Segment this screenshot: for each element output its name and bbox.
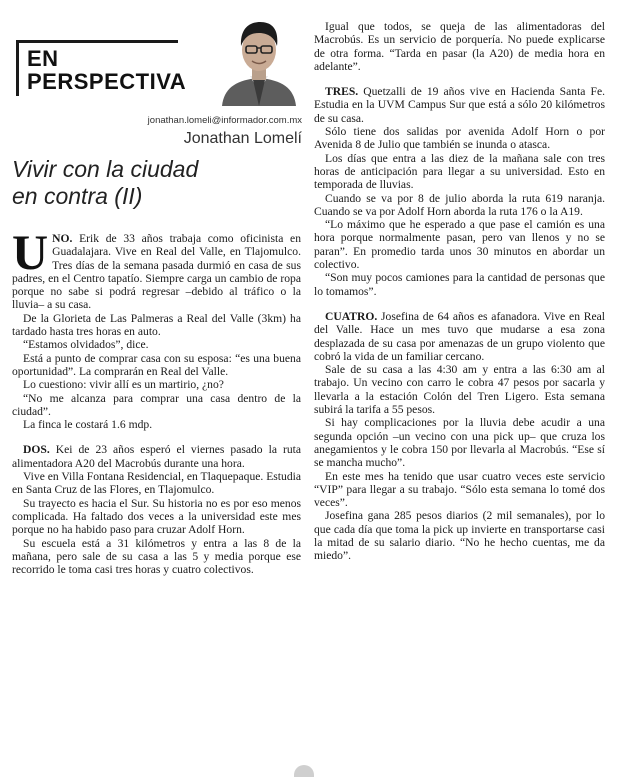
paragraph-text: Josefina de 64 años es afanadora. Vive en Real del Valle. Hace un mes tuvo que mudarse a esa zona desplazada de su casa por amenazas de un grupo violento que cobró la vida de un familiar cercano.: [314, 309, 605, 363]
paragraph-text: Erik de 33 años trabaja como oficinista en Guadalajara. Vive en Real del Valle, en Tlajomulco. Tres días de la semana pasada durmió en casa de sus padres, en el Centro tapatío. Siempre carga un cambio de ropa porque no sabe si podrá regresar –debido al tráfico o la lluvia– a su casa.: [12, 232, 301, 312]
drop-cap: U: [12, 224, 49, 280]
paragraph-text: Quetzalli de 19 años vive en Hacienda Santa Fe. Estudia en la UVM Campus Sur que está a sólo 20 kilómetros de su casa.: [314, 85, 605, 125]
paragraph: Igual que todos, se queja de las alimentadoras del Macrobús. Es un servicio de porquería. No puede explicarse de otra forma. “Tarda en pasar (la A20) de media hora en adelante”.: [314, 20, 605, 73]
headline-line2: en contra (II): [12, 183, 143, 209]
paragraph: “Estamos olvidados”, dice.: [23, 338, 149, 352]
paragraph: [314, 85, 605, 125]
paragraph: Está a punto de comprar casa con su esposa: “es una buena oportunidad”. La comprarán en Real del Valle.: [12, 351, 301, 378]
paragraph: Sale de su casa a las 4:30 am y entra a las 6:30 am al trabajo. Un vecino con carro le cobra 47 pesos por sacarla y llevarla a la estación Colón del Tren Ligero. Esta semana subirá la tarifa a 55 pesos.: [314, 363, 605, 417]
author-name: Jonathan Lomelí: [183, 130, 302, 147]
paragraph: Cuando se va por 8 de julio aborda la ruta 619 naranja. Cuando se va por Adolf Horn aborda la ruta 176 o la A19.: [314, 191, 605, 218]
paragraph: “No me alcanza para comprar una casa dentro de la ciudad”.: [12, 391, 301, 418]
paragraph: [12, 224, 301, 312]
author-portrait-icon: [216, 14, 302, 106]
paragraph: Vive en Villa Fontana Residencial, en Tlaquepaque. Estudia en Santa Cruz de las Flores, en Tlajomulco.: [12, 470, 301, 497]
paragraph: “Lo máximo que he esperado a que pase el camión es una hora porque normalmente pasan, pero van llenos y no se paran”. En promedio tarda unos 30 minutos en abordar un colectivo.: [314, 218, 605, 272]
section-lead: NO.: [52, 232, 73, 245]
paragraph-text: Kei de 23 años esperó el viernes pasado la ruta alimentadora A20 del Macrobús durante una hora.: [12, 443, 301, 470]
left-column: [12, 224, 301, 577]
headline-line1: Vivir con la ciudad: [12, 156, 199, 182]
paragraph: Josefina gana 285 pesos diarios (2 mil semanales), por lo que cada día que toma la pick up invierte en transportarse casi la mitad de su salario diario. “No he hecho cuentas, me da miedo”.: [314, 509, 605, 563]
paragraph: [12, 443, 301, 470]
paragraph: Los días que entra a las diez de la mañana sale con tres horas de anticipación para llegar a su universidad. Esto en temporada de lluvias.: [314, 151, 605, 192]
section-badge: [16, 40, 187, 96]
paragraph: “Son muy pocos camiones para la cantidad de personas que lo tomamos”.: [314, 271, 605, 298]
paragraph: Su escuela está a 31 kilómetros y entra a las 8 de la mañana, pero sale de su casa a las 5 y media porque ese recorrido le toma casi tres horas y cuatro colectivos.: [12, 536, 301, 577]
paragraph: Si hay complicaciones por la lluvia debe acudir a una segunda opción –un vecino con una pick up– que cruza los anegamientos y le cobra 150 por llevarla al Macrobús. “Ese sí se mancha mucho”.: [314, 416, 605, 470]
author-email: jonathan.lomeli@informador.com.mx: [147, 115, 302, 126]
paragraph: Sólo tiene dos salidas por avenida Adolf Horn o por Avenida 8 de Julio que también se inunda o atasca.: [314, 125, 605, 152]
paragraph: [314, 310, 605, 363]
paragraph: De la Glorieta de Las Palmeras a Real del Valle (3km) ha tardado hasta tres horas en auto.: [12, 311, 301, 339]
section-label-line1: EN: [27, 46, 59, 71]
right-column: [314, 20, 605, 563]
section-label-line2: PERSPECTIVA: [27, 69, 187, 94]
author-photo: [216, 14, 302, 106]
paragraph: Lo cuestiono: vivir allí es un martirio, ¿no?: [23, 378, 224, 392]
paragraph: En este mes ha tenido que usar cuatro veces este servicio “VIP” para llegar a su trabajo. “Sólo esta semana lo tomé dos veces”.: [314, 469, 605, 510]
paragraph: La finca le costará 1.6 mdp.: [23, 418, 153, 432]
section-lead: TRES.: [325, 85, 359, 99]
section-lead: CUATRO.: [325, 309, 378, 323]
article-headline: [12, 156, 302, 210]
section-lead: DOS.: [23, 443, 50, 457]
opening-paragraph: [12, 224, 301, 312]
paragraph: Su trayecto es hacia el Sur. Su historia no es por eso menos complicada. Ha faltado dos veces a la universidad este mes porque no ha habido paso para cruzar Adolf Horn.: [12, 496, 301, 537]
next-page-mark: [294, 765, 314, 777]
